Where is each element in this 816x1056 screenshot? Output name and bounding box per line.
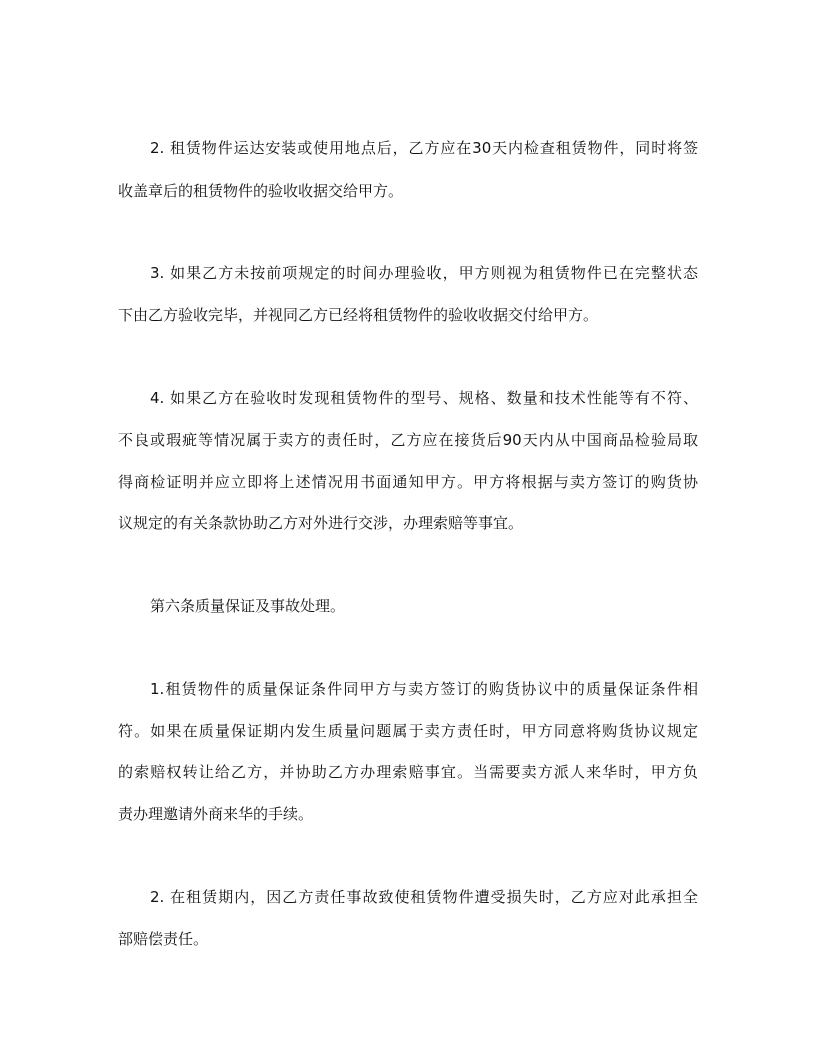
paragraph-2-line-1: 3. 如果乙方未按前项规定的时间办理验收，甲方则视为租赁物件已在完整状态 [150,264,698,282]
paragraph-2-line-2: 下由乙方验收完毕，并视同乙方已经将租赁物件的验收收据交付给甲方。 [118,306,599,324]
paragraph-5-line-4: 责办理邀请外商来华的手续。 [118,805,314,823]
paragraph-1-line-2: 收盖章后的租赁物件的验收收据交给甲方。 [118,182,404,200]
paragraph-5-line-1: 1.租赁物件的质量保证条件同甲方与卖方签订的购货协议中的质量保证条件相 [150,680,698,698]
paragraph-5-line-2: 符。如果在质量保证期内发生质量问题属于卖方责任时，甲方同意将购货协议规定 [118,722,698,740]
paragraph-3-line-3: 得商检证明并应立即将上述情况用书面通知甲方。甲方将根据与卖方签订的购货协 [118,473,698,491]
paragraph-3-line-1: 4. 如果乙方在验收时发现租赁物件的型号、规格、数量和技术性能等有不符、 [150,389,698,407]
paragraph-6-line-2: 部赔偿责任。 [118,930,209,948]
paragraph-1-line-1: 2. 租赁物件运达安装或使用地点后，乙方应在30天内检查租赁物件，同时将签 [150,139,698,157]
paragraph-3-line-2: 不良或瑕疵等情况属于卖方的责任时，乙方应在接货后90天内从中国商品检验局取 [118,431,698,449]
paragraph-3-line-4: 议规定的有关条款协助乙方对外进行交涉，办理索赔等事宜。 [118,514,524,532]
paragraph-5-line-3: 的索赔权转让给乙方，并协助乙方办理索赔事宜。当需要卖方派人来华时，甲方负 [118,763,698,781]
section-heading: 第六条质量保证及事故处理。 [150,597,346,615]
paragraph-6-line-1: 2. 在租赁期内，因乙方责任事故致使租赁物件遭受损失时，乙方应对此承担全 [150,888,698,906]
